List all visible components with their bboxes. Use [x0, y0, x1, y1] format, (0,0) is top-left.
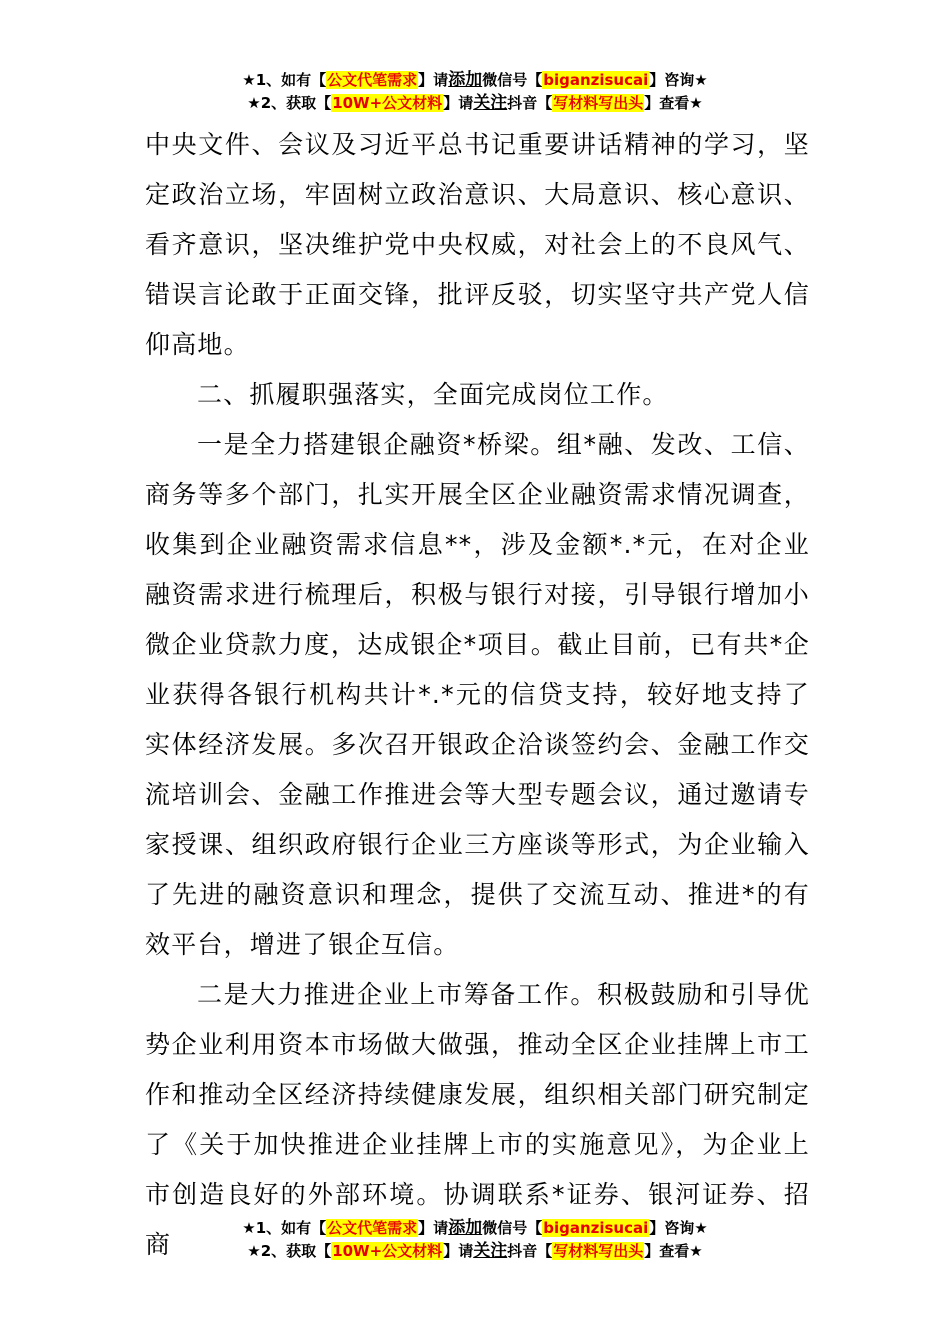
banner-emphasis: 关注 — [473, 1241, 508, 1261]
footer-banner — [0, 1217, 950, 1263]
section-heading: 二、抓履职强落实，全面完成岗位工作。 — [197, 380, 669, 409]
banner-text: 微信号【 — [482, 1219, 543, 1237]
highlight-wechat-id: biganzisucai — [543, 1219, 649, 1237]
banner-text: 】咨询★ — [649, 71, 708, 89]
banner-text: 】请 — [443, 1242, 474, 1260]
highlight-materials: 10W+公文材料 — [332, 1242, 443, 1260]
banner-text: ★1、如有【 — [242, 71, 327, 89]
banner-text: 】查看★ — [644, 94, 703, 112]
highlight-douyin: 写材料写出头 — [553, 94, 644, 112]
paragraph-continued: 中央文件、会议及习近平总书记重要讲话精神的学习，坚定政治立场，牢固树立政治意识、大局意识、核心意识、看齐意识，坚决维护党中央权威，对社会上的不良风气、错误言论敢于正面交锋，批评反驳，切实坚守共产党人信仰高地。 — [145, 130, 810, 359]
highlight-materials: 10W+公文材料 — [332, 94, 443, 112]
header-banner — [0, 69, 950, 115]
banner-text: 】请 — [418, 1219, 449, 1237]
banner-line-2 — [0, 92, 950, 115]
banner-emphasis: 添加 — [448, 1218, 483, 1238]
banner-line-1 — [0, 69, 950, 92]
banner-text: ★2、获取【 — [247, 94, 332, 112]
banner-text: 微信号【 — [482, 71, 543, 89]
banner-emphasis: 关注 — [473, 93, 508, 113]
highlight-wechat-id: biganzisucai — [543, 71, 649, 89]
banner-text: ★1、如有【 — [242, 1219, 327, 1237]
banner-text: ★2、获取【 — [247, 1242, 332, 1260]
paragraph-financing: 一是全力搭建银企融资*桥梁。组*融、发改、工信、商务等多个部门，扎实开展全区企业融资需求情况调查，收集到企业融资需求信息**，涉及金额*.*元，在对企业融资需求进行梳理后，积极与银行对接，引导银行增加小微企业贷款力度，达成银企*项目。截止目前，已有共*企业获得各银行机构共计*.*元的信贷支持，较好地支持了实体经济发展。多次召开银政企洽谈签约会、金融工作交流培训会、金融工作推进会等大型专题会议，通过邀请专家授课、组织政府银行企业三方座谈等形式，为企业输入了先进的融资意识和理念，提供了交流互动、推进*的有效平台，增进了银企互信。 — [145, 430, 810, 959]
banner-text: 抖音【 — [507, 94, 553, 112]
highlight-service: 公文代笔需求 — [327, 1219, 418, 1237]
banner-text: 】请 — [418, 71, 449, 89]
banner-text: 】请 — [443, 94, 474, 112]
banner-line-2 — [0, 1240, 950, 1263]
banner-line-1 — [0, 1217, 950, 1240]
banner-text: 】查看★ — [644, 1242, 703, 1260]
highlight-service: 公文代笔需求 — [327, 71, 418, 89]
banner-emphasis: 添加 — [448, 70, 483, 90]
paragraph-listing: 二是大力推进企业上市筹备工作。积极鼓励和引导优势企业利用资本市场做大做强，推动全区企业挂牌上市工作和推动全区经济持续健康发展，组织相关部门研究制定了《关于加快推进企业挂牌上市的实施意见》，为企业上市创造良好的外部环境。协调联系*证券、银河证券、招商 — [145, 980, 810, 1259]
highlight-douyin: 写材料写出头 — [553, 1242, 644, 1260]
document-body — [145, 120, 810, 1270]
banner-text: 抖音【 — [507, 1242, 553, 1260]
banner-text: 】咨询★ — [649, 1219, 708, 1237]
